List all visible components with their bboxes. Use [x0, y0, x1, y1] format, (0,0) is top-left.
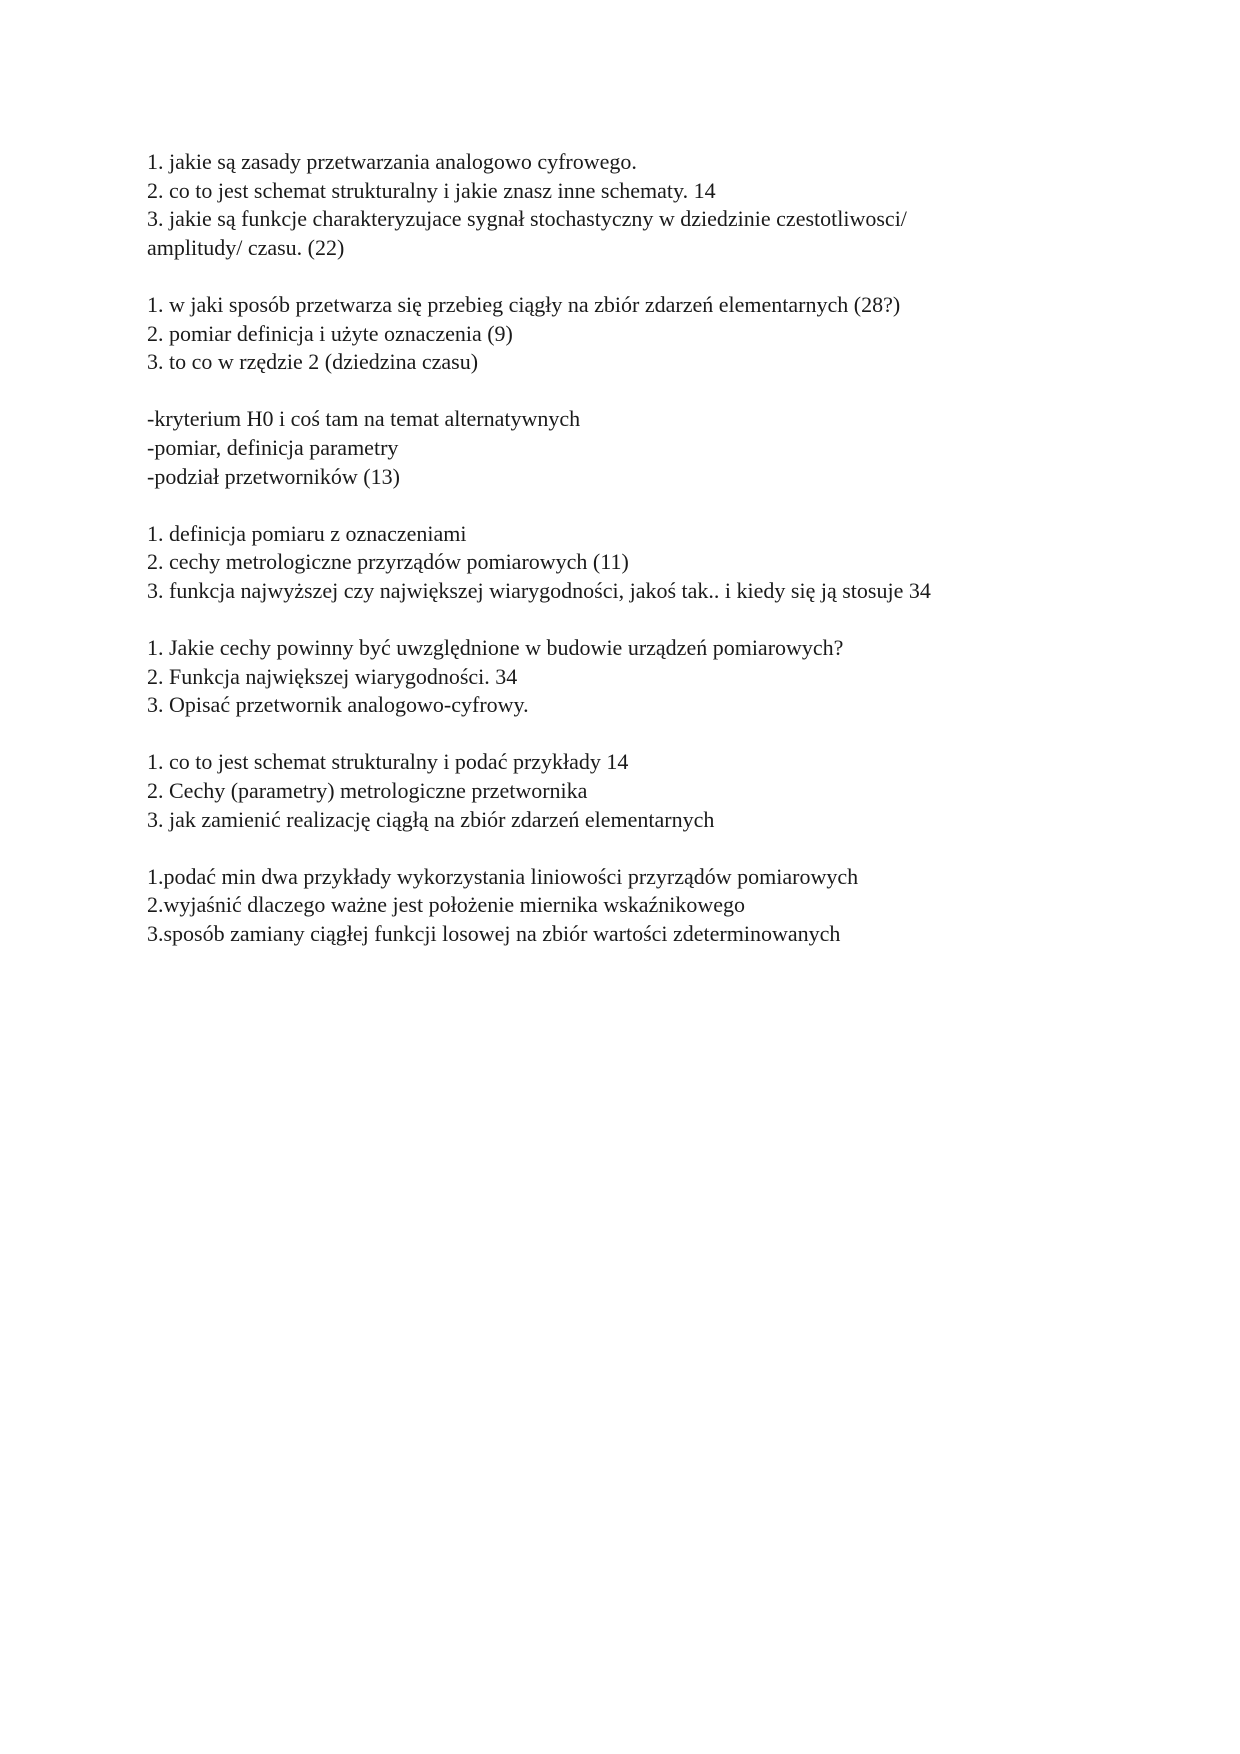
question-line: 1. Jakie cechy powinny być uwzględnione w budowie urządzeń pomiarowych? [147, 635, 844, 661]
question-line: 3. funkcja najwyższej czy największej wiarygodności, jakoś tak.. i kiedy się ją stosuje 34 [147, 577, 931, 603]
question-line: 3.sposób zamiany ciągłej funkcji losowej na zbiór wartości zdeterminowanych [147, 921, 841, 947]
question-line: 2. pomiar definicja i użyte oznaczenia (9) [147, 320, 513, 346]
question-set-5 [147, 634, 1067, 720]
question-line: 3. Opisać przetwornik analogowo-cyfrowy. [147, 692, 529, 718]
question-line: -podział przetworników (13) [147, 463, 400, 489]
question-line: 2. Cechy (parametry) metrologiczne przetwornika [147, 778, 588, 804]
question-set-2 [147, 291, 1067, 377]
question-line: 1. definicja pomiaru z oznaczeniami [147, 520, 467, 546]
question-set-7 [147, 863, 1067, 949]
document-body [147, 148, 1067, 977]
question-set-3 [147, 405, 1067, 491]
question-line: 1. jakie są zasady przetwarzania analogowo cyfrowego. [147, 149, 637, 174]
question-set-4 [147, 520, 1067, 606]
question-line: -kryterium H0 i coś tam na temat alternatywnych [147, 406, 581, 432]
question-set-6 [147, 748, 1067, 834]
question-line: 3. jakie są funkcje charakteryzujace sygnał stochastyczny w dziedzinie czestotliwosci/ [147, 206, 907, 232]
question-set-1 [147, 148, 1067, 262]
question-line: 2. Funkcja największej wiarygodności. 34 [147, 663, 518, 689]
question-line: amplitudy/ czasu. (22) [147, 234, 345, 260]
question-line: 3. jak zamienić realizację ciągłą na zbiór zdarzeń elementarnych [147, 806, 715, 832]
question-line: 2. co to jest schemat strukturalny i jakie znasz inne schematy. 14 [147, 177, 716, 203]
question-line: -pomiar, definicja parametry [147, 434, 399, 460]
question-line: 3. to co w rzędzie 2 (dziedzina czasu) [147, 349, 479, 375]
question-line: 1. co to jest schemat strukturalny i podać przykłady 14 [147, 749, 629, 775]
question-line: 2.wyjaśnić dlaczego ważne jest położenie miernika wskaźnikowego [147, 892, 746, 918]
question-line: 1.podać min dwa przykłady wykorzystania liniowości przyrządów pomiarowych [147, 863, 859, 889]
question-line: 1. w jaki sposób przetwarza się przebieg ciągły na zbiór zdarzeń elementarnych (28?) [147, 291, 901, 317]
question-line: 2. cechy metrologiczne przyrządów pomiarowych (11) [147, 549, 629, 575]
